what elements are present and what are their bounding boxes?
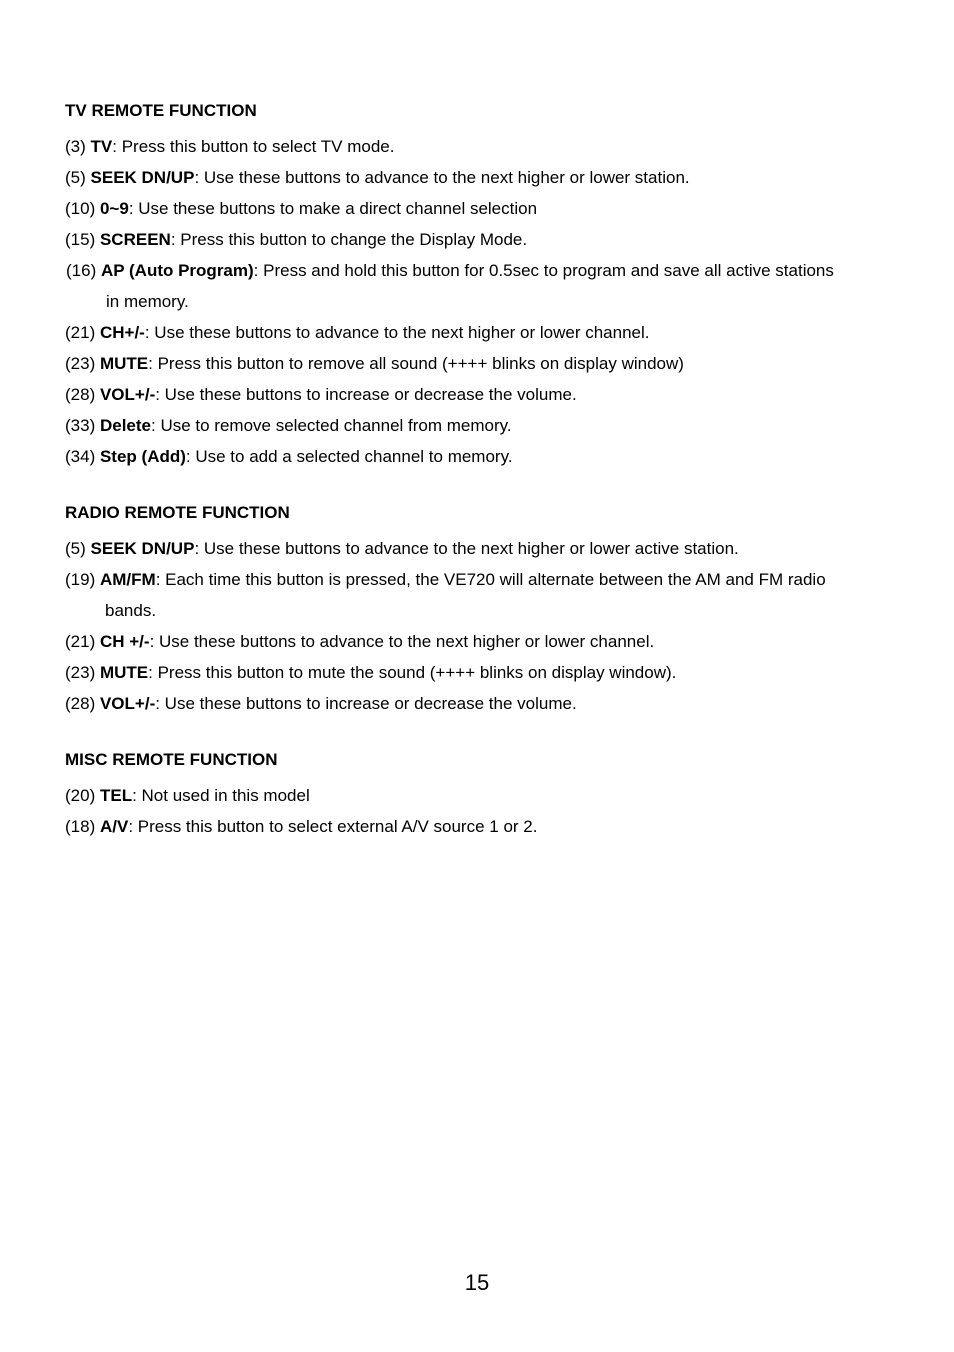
button-name: CH +/- [99,632,150,651]
misc-remote-function-section [65,749,895,842]
item-description: : Use these buttons to increase or decrease the volume. [155,385,577,404]
item-number: (19) [65,570,96,589]
button-name: CH+/- [99,323,145,342]
list-item [65,255,895,317]
item-description: : Each time this button is pressed, the VE720 will alternate between the AM and FM radio [155,570,826,589]
section-heading: TV REMOTE FUNCTION [65,101,257,120]
radio-remote-function-section [65,502,895,719]
list-item [65,688,895,719]
item-description: : Use these buttons to advance to the next higher or lower channel. [144,323,650,342]
button-name: MUTE [99,354,149,373]
button-name: TEL [99,786,133,805]
item-description: : Press this button to select external A/V source 1 or 2. [128,817,538,836]
list-item [65,379,895,410]
item-description: : Use these buttons to advance to the next higher or lower active station. [194,539,739,558]
item-description-continued: in memory. [106,292,189,311]
button-name: AP (Auto Program) [100,261,254,280]
item-description: : Press this button to change the Display Mode. [170,230,528,249]
item-description-continued: bands. [105,601,157,620]
button-name: SEEK DN/UP [90,539,195,558]
item-description: : Press this button to remove all sound (++++ blinks on display window) [148,354,684,373]
button-name: AM/FM [99,570,156,589]
item-number: (3) [65,137,86,156]
item-number: (21) [65,323,96,342]
list-item [65,348,895,379]
list-item [65,131,895,162]
list-item [65,657,895,688]
item-number: (20) [65,786,96,805]
item-description: : Use these buttons to advance to the next higher or lower channel. [149,632,655,651]
list-item [65,811,895,842]
item-description: : Use to add a selected channel to memory. [185,447,513,466]
list-item [65,441,895,472]
item-number: (33) [65,416,96,435]
list-item [65,317,895,348]
list-item [65,162,895,193]
list-item [65,224,895,255]
page-number: 15 [464,1270,490,1295]
item-number: (23) [65,354,96,373]
list-item [65,780,895,811]
item-number: (21) [65,632,96,651]
list-item [65,410,895,441]
section-heading: RADIO REMOTE FUNCTION [65,503,290,522]
item-description: : Not used in this model [132,786,310,805]
button-name: SCREEN [99,230,171,249]
item-number: (10) [65,199,96,218]
item-description: : Use these buttons to increase or decrease the volume. [155,694,577,713]
item-number: (16) [66,261,97,280]
button-name: 0~9 [99,199,129,218]
button-name: VOL+/- [99,694,156,713]
section-heading: MISC REMOTE FUNCTION [65,750,278,769]
button-name: Step (Add) [99,447,186,466]
item-description: : Use to remove selected channel from memory. [151,416,512,435]
button-name: SEEK DN/UP [90,168,195,187]
button-name: VOL+/- [99,385,156,404]
button-name: A/V [99,817,129,836]
item-number: (5) [65,168,86,187]
button-name: Delete [99,416,151,435]
item-description: : Press this button to mute the sound (++++ blinks on display window). [148,663,677,682]
item-number: (28) [65,385,96,404]
item-number: (5) [65,539,86,558]
button-name: TV [90,137,113,156]
item-number: (23) [65,663,96,682]
item-description: : Press this button to select TV mode. [112,137,395,156]
item-number: (34) [65,447,96,466]
item-description: : Press and hold this button for 0.5sec to program and save all active stations [253,261,834,280]
item-description: : Use these buttons to make a direct channel selection [128,199,538,218]
list-item [65,626,895,657]
item-number: (18) [65,817,96,836]
list-item [65,193,895,224]
item-number: (15) [65,230,96,249]
list-item [65,533,895,564]
item-number: (28) [65,694,96,713]
tv-remote-function-section [65,100,895,472]
button-name: MUTE [99,663,149,682]
list-item [65,564,895,626]
item-description: : Use these buttons to advance to the next higher or lower station. [194,168,690,187]
